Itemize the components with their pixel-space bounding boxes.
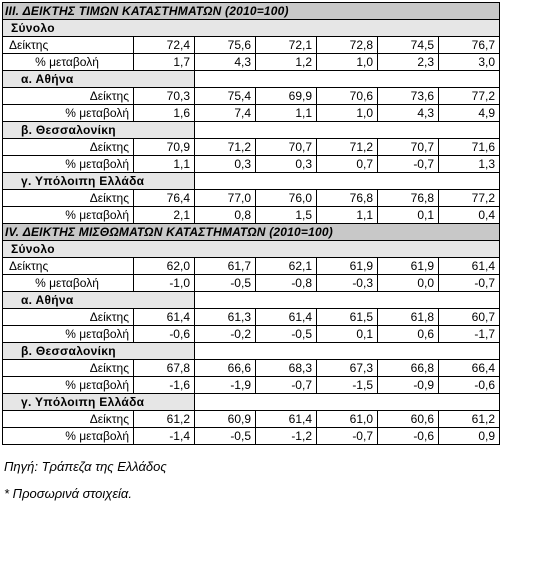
table-cell: 66,6 (195, 360, 256, 377)
table-cell: 61,3 (195, 309, 256, 326)
table-cell: -1,0 (134, 275, 195, 292)
table-cell: 61,2 (134, 411, 195, 428)
table-cell: -1,7 (439, 326, 500, 343)
table-cell: 1,7 (134, 54, 195, 71)
table-cell: 0,1 (378, 207, 439, 224)
row-label: % μεταβολή (3, 105, 134, 122)
table-cell: 76,8 (378, 190, 439, 207)
table-cell: 0,7 (317, 156, 378, 173)
row-label: Δείκτης (3, 190, 134, 207)
table-cell: 3,0 (439, 54, 500, 71)
table-cell: 62,1 (256, 258, 317, 275)
table-cell: 76,0 (256, 190, 317, 207)
row-label: Δείκτης (3, 37, 134, 54)
table-cell: 4,3 (378, 105, 439, 122)
row-label: Δείκτης (3, 88, 134, 105)
table-cell: 1,1 (317, 207, 378, 224)
table-cell: 0,4 (439, 207, 500, 224)
table-cell: -1,6 (134, 377, 195, 394)
group-header (3, 122, 500, 139)
table-cell: 75,6 (195, 37, 256, 54)
table-cell: 72,4 (134, 37, 195, 54)
table-cell: 4,9 (439, 105, 500, 122)
table-notes (2, 453, 560, 507)
table-row (3, 105, 500, 122)
group-header (3, 173, 500, 190)
table-cell: 1,6 (134, 105, 195, 122)
row-label: Δείκτης (3, 139, 134, 156)
section-title: III. ΔΕΙΚΤΗΣ ΤΙΜΩΝ ΚΑΤΑΣΤΗΜΑΤΩΝ (2010=100) (3, 3, 500, 20)
group-name: β. Θεσσαλονίκη (3, 343, 195, 360)
table-cell: 70,6 (317, 88, 378, 105)
table-cell: -0,6 (439, 377, 500, 394)
row-label: % μεταβολή (3, 156, 134, 173)
row-label: % μεταβολή (3, 54, 134, 71)
section-header (3, 224, 500, 241)
group-header-blank (195, 292, 500, 309)
table-cell: 71,6 (439, 139, 500, 156)
table-cell: 0,9 (439, 428, 500, 445)
table-cell: 0,3 (256, 156, 317, 173)
table-cell: 62,0 (134, 258, 195, 275)
row-label: Δείκτης (3, 411, 134, 428)
table-row (3, 309, 500, 326)
table-cell: -1,4 (134, 428, 195, 445)
table-cell: 69,9 (256, 88, 317, 105)
source-note: Πηγή: Τράπεζα της Ελλάδος (4, 459, 167, 474)
table-cell: 0,0 (378, 275, 439, 292)
group-header (3, 71, 500, 88)
group-header-blank (195, 71, 500, 88)
table-cell: 77,2 (439, 190, 500, 207)
table-cell: 61,4 (256, 411, 317, 428)
table-cell: -0,7 (317, 428, 378, 445)
table-cell: 77,0 (195, 190, 256, 207)
table-cell: -0,9 (378, 377, 439, 394)
table-cell: 76,8 (317, 190, 378, 207)
table-cell: 61,5 (317, 309, 378, 326)
group-name: β. Θεσσαλονίκη (3, 122, 195, 139)
table-cell: 61,9 (378, 258, 439, 275)
price-rent-index-table (2, 2, 500, 445)
row-label: % μεταβολή (3, 377, 134, 394)
table-cell: 2,3 (378, 54, 439, 71)
table-cell: 61,4 (256, 309, 317, 326)
row-label: Δείκτης (3, 258, 134, 275)
table-row (3, 411, 500, 428)
table-cell: 61,4 (134, 309, 195, 326)
table-cell: 66,8 (378, 360, 439, 377)
table-cell: 1,3 (439, 156, 500, 173)
table-cell: 66,4 (439, 360, 500, 377)
provisional-footnote: * Προσωρινά στοιχεία. (4, 486, 132, 501)
group-header-blank (195, 122, 500, 139)
row-label: % μεταβολή (3, 326, 134, 343)
table-cell: 0,6 (378, 326, 439, 343)
group-header-blank (195, 343, 500, 360)
table-cell: 70,3 (134, 88, 195, 105)
group-name: γ. Υπόλοιπη Ελλάδα (3, 173, 195, 190)
table-cell: 1,2 (256, 54, 317, 71)
table-cell: -0,5 (256, 326, 317, 343)
table-cell: 0,3 (195, 156, 256, 173)
table-cell: 71,2 (317, 139, 378, 156)
table-cell: -1,9 (195, 377, 256, 394)
table-cell: 61,4 (439, 258, 500, 275)
group-name: Σύνολο (3, 241, 500, 258)
table-cell: 1,1 (134, 156, 195, 173)
table-cell: -1,2 (256, 428, 317, 445)
table-cell: 76,7 (439, 37, 500, 54)
table-cell: 4,3 (195, 54, 256, 71)
table-cell: -0,8 (256, 275, 317, 292)
table-cell: 61,0 (317, 411, 378, 428)
table-cell: 72,1 (256, 37, 317, 54)
table-cell: 67,3 (317, 360, 378, 377)
table-cell: 1,0 (317, 105, 378, 122)
row-label: % μεταβολή (3, 428, 134, 445)
table-cell: -0,6 (134, 326, 195, 343)
table-row (3, 377, 500, 394)
table-cell: -1,5 (317, 377, 378, 394)
table-cell: 61,9 (317, 258, 378, 275)
table-cell: 0,1 (317, 326, 378, 343)
group-name: γ. Υπόλοιπη Ελλάδα (3, 394, 195, 411)
table-cell: 1,1 (256, 105, 317, 122)
group-header (3, 394, 500, 411)
table-row (3, 156, 500, 173)
table-cell: 74,5 (378, 37, 439, 54)
row-label: Δείκτης (3, 360, 134, 377)
table-cell: -0,7 (439, 275, 500, 292)
table-cell: 67,8 (134, 360, 195, 377)
section-title: IV. ΔΕΙΚΤΗΣ ΜΙΣΘΩΜΑΤΩΝ ΚΑΤΑΣΤΗΜΑΤΩΝ (2010=100) (3, 224, 500, 241)
table-cell: -0,2 (195, 326, 256, 343)
table-cell: 77,2 (439, 88, 500, 105)
table-row (3, 326, 500, 343)
table-row (3, 207, 500, 224)
table-cell: -0,7 (378, 156, 439, 173)
table-row (3, 139, 500, 156)
table-cell: 2,1 (134, 207, 195, 224)
row-label: Δείκτης (3, 309, 134, 326)
table-row (3, 258, 500, 275)
row-label: % μεταβολή (3, 207, 134, 224)
table-cell: -0,5 (195, 275, 256, 292)
table-cell: 7,4 (195, 105, 256, 122)
table-body (3, 3, 500, 445)
table-cell: -0,5 (195, 428, 256, 445)
table-cell: 1,0 (317, 54, 378, 71)
table-cell: -0,6 (378, 428, 439, 445)
table-cell: 61,2 (439, 411, 500, 428)
table-cell: -0,3 (317, 275, 378, 292)
table-row (3, 275, 500, 292)
group-header (3, 292, 500, 309)
table-cell: 60,6 (378, 411, 439, 428)
table-cell: 61,8 (378, 309, 439, 326)
table-cell: 1,5 (256, 207, 317, 224)
group-header (3, 343, 500, 360)
table-cell: 72,8 (317, 37, 378, 54)
table-cell: 70,7 (256, 139, 317, 156)
table-cell: 70,9 (134, 139, 195, 156)
table-cell: 0,8 (195, 207, 256, 224)
group-name: Σύνολο (3, 20, 500, 37)
section-header (3, 3, 500, 20)
table-cell: 68,3 (256, 360, 317, 377)
table-row (3, 428, 500, 445)
table-row (3, 37, 500, 54)
table-cell: 75,4 (195, 88, 256, 105)
table-cell: 60,9 (195, 411, 256, 428)
table-row (3, 190, 500, 207)
group-header-blank (195, 394, 500, 411)
group-header (3, 20, 500, 37)
table-cell: 61,7 (195, 258, 256, 275)
group-header-blank (195, 173, 500, 190)
group-header (3, 241, 500, 258)
table-row (3, 54, 500, 71)
table-cell: 71,2 (195, 139, 256, 156)
table-cell: -0,7 (256, 377, 317, 394)
group-name: α. Αθήνα (3, 71, 195, 88)
table-cell: 73,6 (378, 88, 439, 105)
table-row (3, 360, 500, 377)
table-cell: 70,7 (378, 139, 439, 156)
table-cell: 60,7 (439, 309, 500, 326)
group-name: α. Αθήνα (3, 292, 195, 309)
table-cell: 76,4 (134, 190, 195, 207)
table-row (3, 88, 500, 105)
row-label: % μεταβολή (3, 275, 134, 292)
